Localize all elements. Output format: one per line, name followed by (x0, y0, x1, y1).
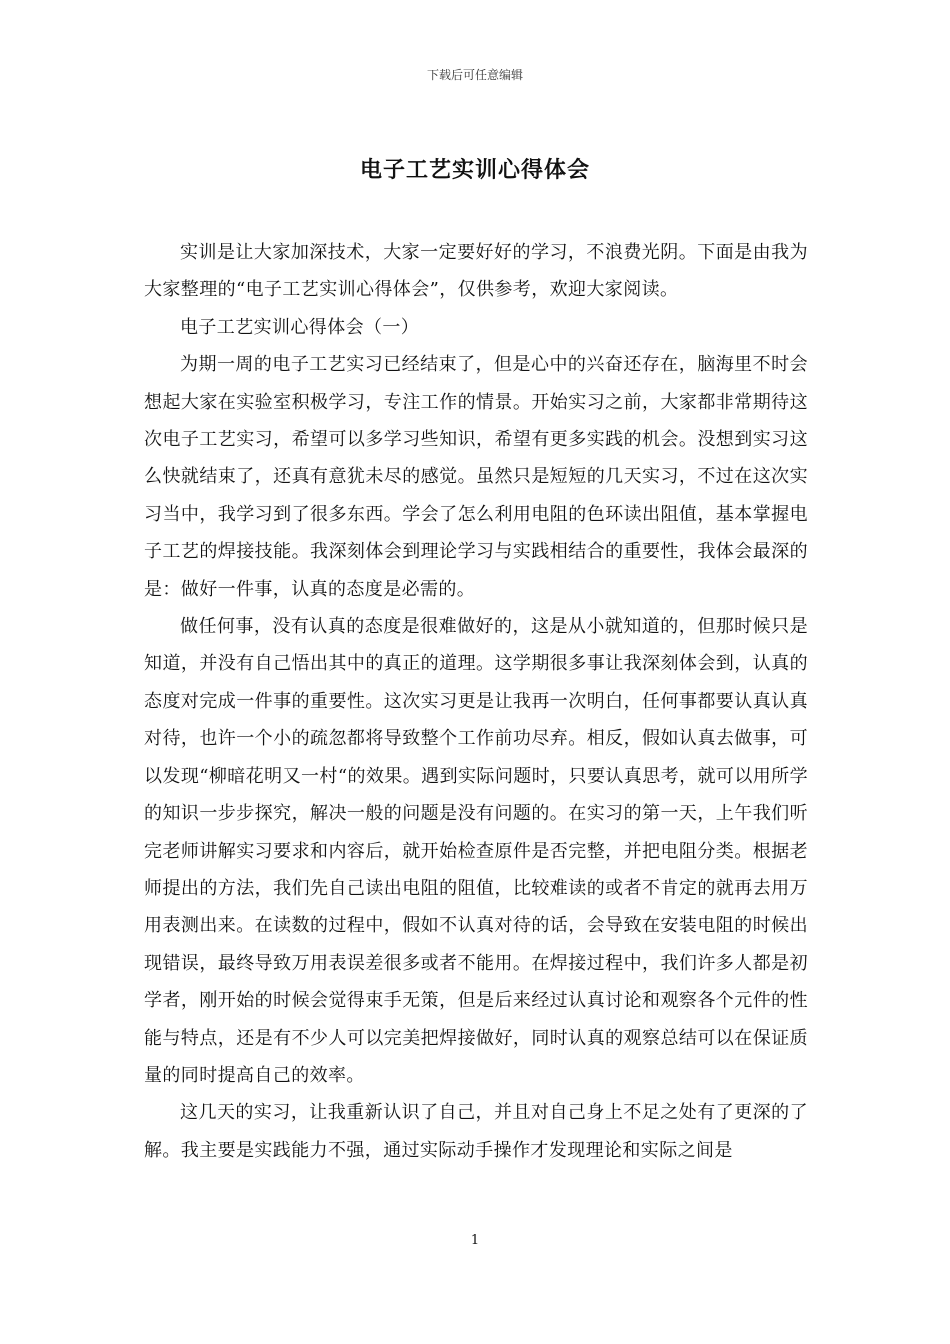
paragraph-3: 这几天的实习，让我重新认识了自己，并且对自己身上不足之处有了更深的了解。我主要是实践能力不强，通过实际动手操作才发现理论和实际之间是 (144, 1102, 808, 1161)
paragraph-1: 为期一周的电子工艺实习已经结束了，但是心中的兴奋还存在，脑海里不时会想起大家在实验室积极学习，专注工作的情景。开始实习之前，大家都非常期待这次电子工艺实习，希望可以多学习些知识，希望有更多实践的机会。没想到实习这么快就结束了，还真有意犹未尽的感觉。虽然只是短短的几天实习，不过在这次实习当中，我学习到了很多东西。学会了怎么利用电阻的色环读出阻值，基本掌握电子工艺的焊接技能。我深刻体会到理论学习与实践相结合的重要性，我体会最深的是：做好一件事，认真的态度是必需的。 (144, 354, 808, 600)
section-heading: 电子工艺实训心得体会（一） (180, 316, 420, 338)
intro-paragraph: 实训是让大家加深技术，大家一定要好好的学习，不浪费光阴。下面是由我为大家整理的“电子工艺实训心得体会”，仅供参考，欢迎大家阅读。 (144, 242, 808, 301)
page-title: 电子工艺实训心得体会 (359, 158, 590, 183)
body-text (144, 234, 808, 1169)
page-number: 1 (470, 1233, 480, 1248)
header-note: 下载后可任意编辑 (426, 68, 523, 82)
paragraph-2: 做任何事，没有认真的态度是很难做好的，这是从小就知道的，但那时候只是知道，并没有自己悟出其中的真正的道理。这学期很多事让我深刻体会到，认真的态度对完成一件事的重要性。这次实习更是让我再一次明白，任何事都要认真认真对待，也许一个小的疏忽都将导致整个工作前功尽弃。相反，假如认真去做事，可以发现“柳暗花明又一村“的效果。遇到实际问题时，只要认真思考，就可以用所学的知识一步步探究，解决一般的问题是没有问题的。在实习的第一天，上午我们听完老师讲解实习要求和内容后，就开始检查原件是否完整，并把电阻分类。根据老师提出的方法，我们先自己读出电阻的阻值，比较难读的或者不肯定的就再去用万用表测出来。在读数的过程中，假如不认真对待的话，会导致在安装电阻的时候出现错误，最终导致万用表误差很多或者不能用。在焊接过程中，我们许多人都是初学者，刚开始的时候会觉得束手无策，但是后来经过认真讨论和观察各个元件的性能与特点，还是有不少人可以完美把焊接做好，同时认真的观察总结可以在保证质量的同时提高自己的效率。 (144, 616, 808, 1086)
